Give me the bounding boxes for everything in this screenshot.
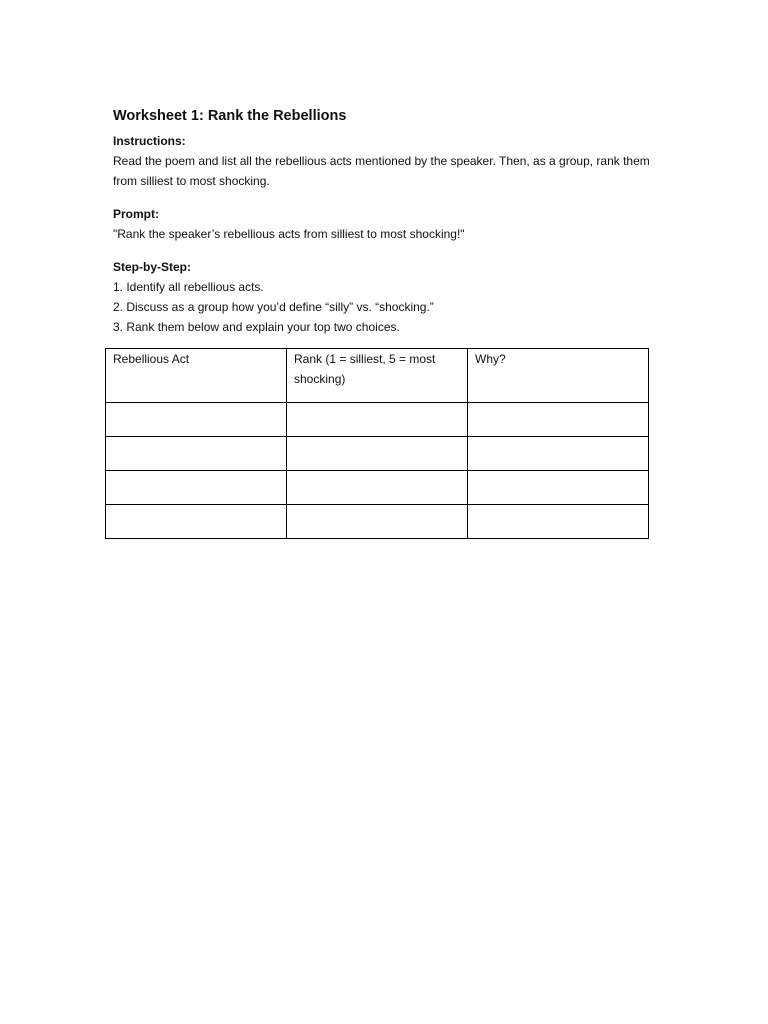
table-cell-act[interactable] [106, 471, 287, 505]
table-cell-why[interactable] [468, 403, 649, 437]
table-cell-act[interactable] [106, 437, 287, 471]
spacer [113, 244, 653, 257]
table-row [106, 403, 649, 437]
header-rebellious-act: Rebellious Act [106, 349, 287, 403]
table-cell-rank[interactable] [287, 403, 468, 437]
step-item: 1. Identify all rebellious acts. [113, 280, 264, 294]
instructions-text: Read the poem and list all the rebellious acts mentioned by the speaker. Then, as a group, rank them from silliest to most shocking. [113, 154, 650, 188]
instructions-label: Instructions: [113, 134, 186, 148]
spacer [113, 191, 653, 204]
ranking-table [105, 348, 649, 539]
worksheet-title: Worksheet 1: Rank the Rebellions [113, 108, 347, 124]
table-cell-why[interactable] [468, 471, 649, 505]
table-row [106, 505, 649, 539]
header-why: Why? [468, 349, 649, 403]
table-cell-rank[interactable] [287, 505, 468, 539]
table-cell-why[interactable] [468, 505, 649, 539]
worksheet-content [113, 106, 653, 337]
table-header-row [106, 349, 649, 403]
table-row [106, 471, 649, 505]
prompt-text: "Rank the speaker’s rebellious acts from silliest to most shocking!" [113, 227, 465, 241]
steps-list [113, 277, 653, 337]
step-item: 3. Rank them below and explain your top two choices. [113, 320, 400, 334]
table-cell-rank[interactable] [287, 471, 468, 505]
table-cell-act[interactable] [106, 505, 287, 539]
table-cell-act[interactable] [106, 403, 287, 437]
step-item: 2. Discuss as a group how you’d define “silly” vs. “shocking.” [113, 300, 434, 314]
steps-label: Step-by-Step: [113, 260, 191, 274]
table-cell-rank[interactable] [287, 437, 468, 471]
prompt-label: Prompt: [113, 207, 159, 221]
table-row [106, 437, 649, 471]
table-cell-why[interactable] [468, 437, 649, 471]
header-rank: Rank (1 = silliest, 5 = most shocking) [287, 349, 468, 403]
